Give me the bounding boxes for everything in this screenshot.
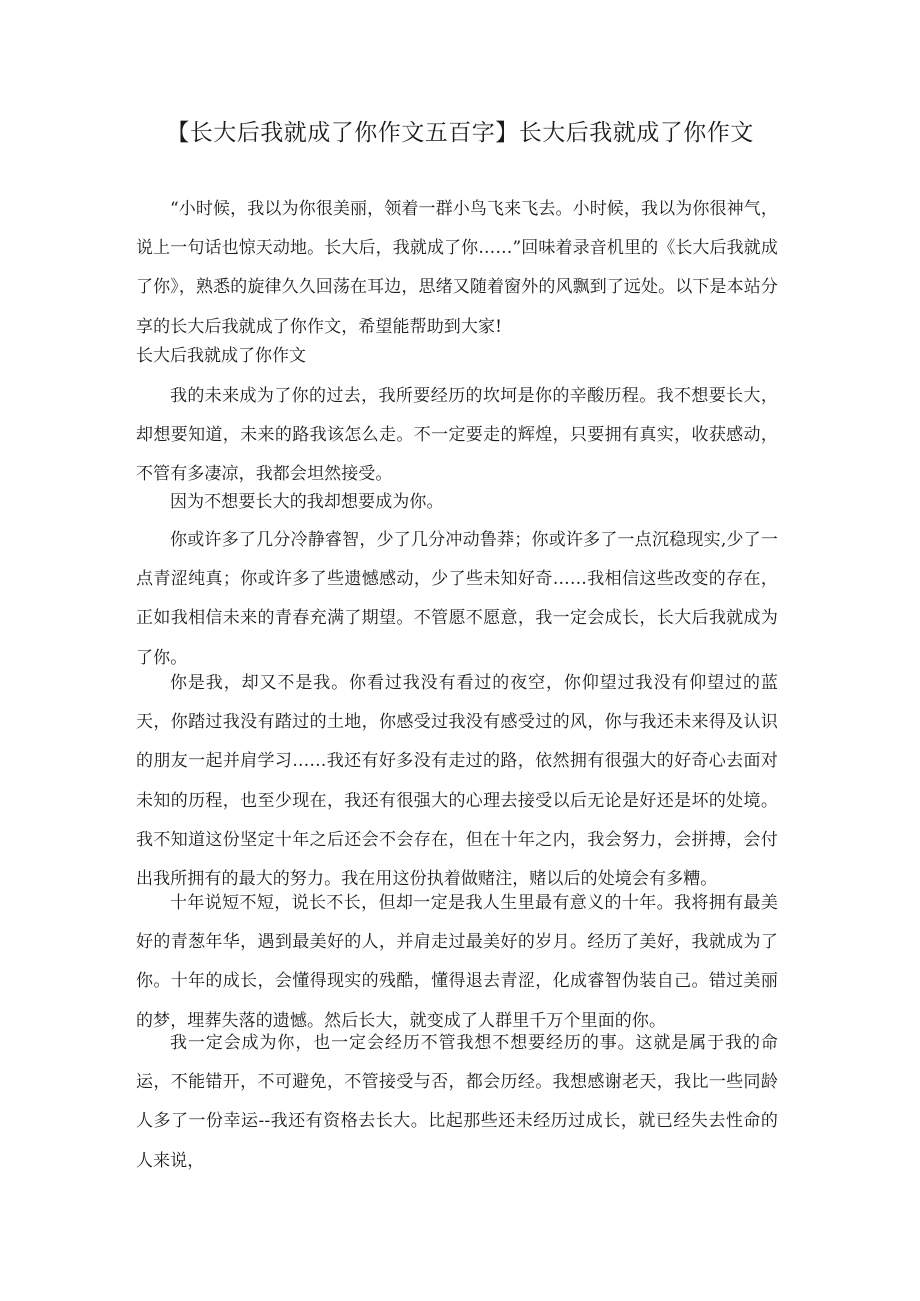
body-paragraph-6: 我一定会成为你，也一定会经历不管我想不想要经历的事。这就是属于我的命运，不能错开，不可避免，不管接受与否，都会历经。我想感谢老天，我比一些同龄人多了一份幸运--我还有资格去长大。比起那些还未经历过成长，就已经失去性命的人来说， bbox=[136, 1033, 778, 1171]
intro-paragraph: “小时候，我以为你很美丽，领着一群小鸟飞来飞去。小时候，我以为你很神气，说上一句话也惊天动地。长大后，我就成了你……”回味着录音机里的《长大后我就成了你》，熟悉的旋律久久回荡在耳边，思绪又随着窗外的风飘到了远处。以下是本站分享的长大后我就成了你作文，希望能帮助到大家! bbox=[136, 199, 778, 337]
body-paragraph-3: 你或许多了几分冷静睿智，少了几分冲动鲁莽；你或许多了一点沉稳现实,少了一点青涩纯真；你或许多了些遗憾感动，少了些未知好奇……我相信这些改变的存在，正如我相信未来的青春充满了期望。不管愿不愿意，我一定会成长，长大后我就成为了你。 bbox=[136, 530, 778, 668]
page-title: 【长大后我就成了你作文五百字】长大后我就成了你作文 bbox=[166, 120, 754, 146]
section-heading: 长大后我就成了你作文 bbox=[136, 346, 306, 366]
body-paragraph-2: 因为不想要长大的我却想要成为你。 bbox=[170, 492, 444, 512]
body-paragraph-4: 你是我，却又不是我。你看过我没有看过的夜空，你仰望过我没有仰望过的蓝天，你踏过我没有踏过的土地，你感受过我没有感受过的风，你与我还未来得及认识的朋友一起并肩学习……我还有好多没有走过的路，依然拥有很强大的好奇心去面对未知的历程，也至少现在，我还有很强大的心理去接受以后无论是好还是坏的处境。我不知道这份坚定十年之后还会不会存在，但在十年之内，我会努力，会拼搏，会付出我所拥有的最大的努力。我在用这份执着做赌注，赌以后的处境会有多糟。 bbox=[136, 673, 778, 890]
body-paragraph-5: 十年说短不短，说长不长，但却一定是我人生里最有意义的十年。我将拥有最美好的青葱年华，遇到最美好的人，并肩走过最美好的岁月。经历了美好，我就成为了你。十年的成长，会懂得现实的残酷，懂得退去青涩，化成睿智伪装自己。错过美丽的梦，埋葬失落的遗憾。然后长大，就变成了人群里千万个里面的你。 bbox=[136, 893, 778, 1031]
body-paragraph-1: 我的未来成为了你的过去，我所要经历的坎坷是你的辛酸历程。我不想要长大，却想要知道，未来的路我该怎么走。不一定要走的辉煌，只要拥有真实，收获感动，不管有多凄凉，我都会坦然接受。 bbox=[136, 386, 778, 485]
